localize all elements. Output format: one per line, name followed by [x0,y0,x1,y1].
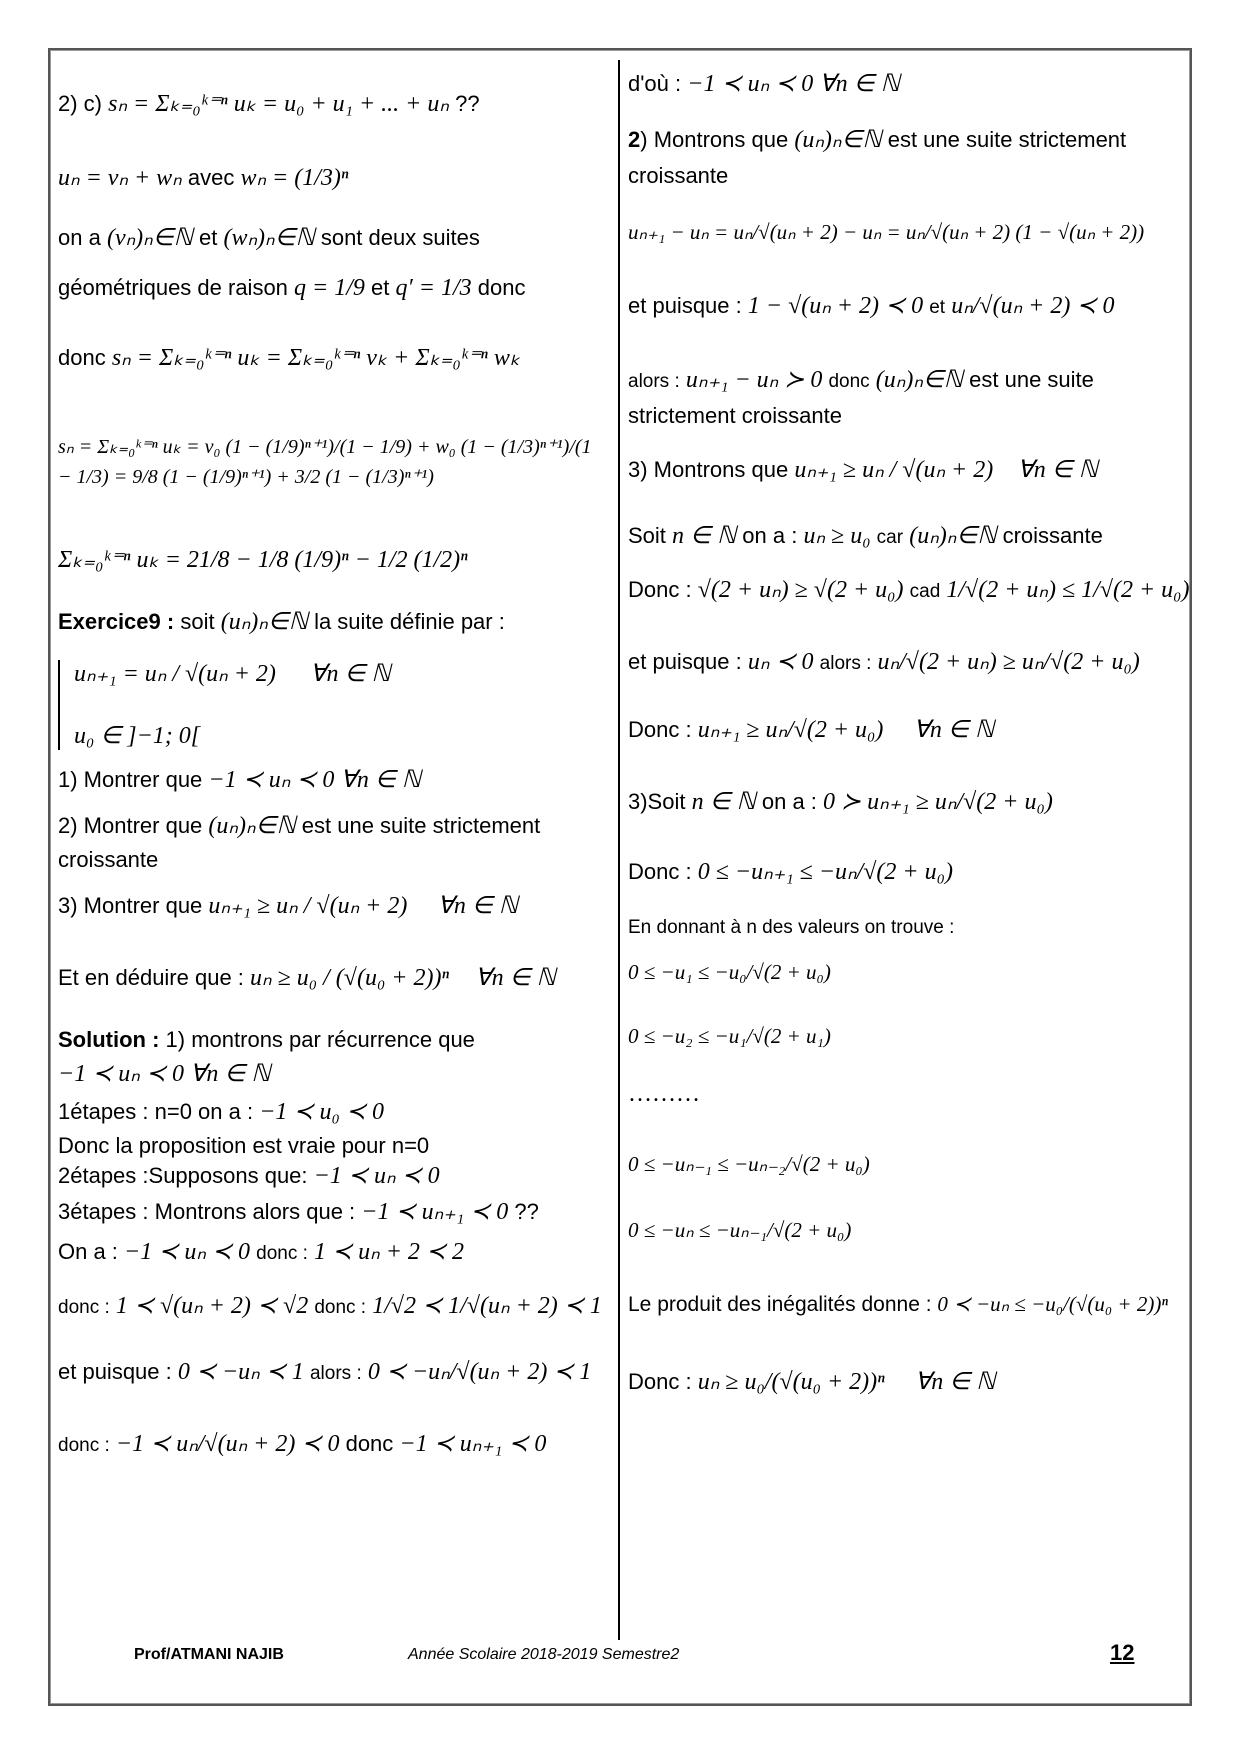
text: strictement croissante [628,403,842,428]
math-expression: uₙ₊₁ ≥ uₙ / √(uₙ + 2) [794,457,994,483]
math-expression: ∀n ∈ ℕ [437,893,518,919]
r-line-un-1 [628,1150,870,1178]
step-1 [58,1098,384,1126]
text: alors : [628,371,680,392]
question-2-cont [58,846,158,874]
text: 2étapes :Supposons que: [58,1163,308,1188]
math-expression: Σₖ₌₀ᵏ⁼ⁿ uₖ = 21/8 − 1/8 (1/9)ⁿ − 1/2 (1/2)ⁿ [58,547,468,573]
math-expression: u₀ ∈ ]−1; 0[ [74,723,201,749]
math-expression: −1 ≺ uₙ ≺ 0 ∀n ∈ ℕ [687,71,900,97]
r-line-dou [628,70,900,98]
text: soit [180,609,215,634]
text: alors : [309,1363,362,1384]
math-expression: √(2 + uₙ) ≥ √(2 + u₀) [697,577,904,603]
text: et puisque : [628,293,742,318]
text: donc : [256,1243,308,1264]
text: donc [828,371,870,392]
math-expression: 0 ≤ −uₙ₋₁ ≤ −uₙ₋₂/√(2 + u₀) [628,1152,870,1176]
text: 1étapes : n=0 on a : [58,1099,254,1124]
r-line-puisque [628,292,1114,322]
text: car [876,527,904,548]
math-expression: −1 ≺ uₙ₊₁ ≺ 0 [361,1199,509,1225]
line-suites [58,224,480,252]
math-expression: 1/√(2 + uₙ) ≤ 1/√(2 + u₀) [946,577,1190,603]
math-expression: uₙ/√(uₙ + 2) ≺ 0 [951,293,1115,319]
text: ?? [514,1199,539,1224]
solution-title-line [58,1026,475,1054]
math-expression: uₙ ≺ 0 [747,649,814,675]
text: 3)Soit [628,789,686,814]
math-expression: −1 ≺ uₙ ≺ 0 ∀n ∈ ℕ [208,767,421,793]
line-sn-computation [58,432,606,492]
text: alors : [819,653,872,674]
r-line-donc-bound [628,858,953,886]
text: donc [345,1431,394,1456]
r-line-donc-u [628,716,994,744]
text: avec [187,165,235,190]
footer-year: Année Scolaire 2018-2019 Semestre2 [408,1646,680,1663]
math-expression: uₙ ≥ u₀/(√(u₀ + 2))ⁿ [697,1369,885,1395]
text: donc [477,275,526,300]
r-line-un [628,1216,851,1244]
line-raison [58,274,526,302]
text: on a : [761,789,817,814]
math-expression: 0 ≤ −uₙ₊₁ ≤ −uₙ/√(2 + u₀) [697,859,953,885]
line-donc-sqrt [58,1292,602,1322]
solution-statement [58,1060,271,1088]
text: 3) Montrons que [628,457,789,482]
math-expression: −1 ≺ u₀ ≺ 0 [259,1099,384,1125]
math-expression: uₙ₊₁ − uₙ = uₙ/√(uₙ + 2) − uₙ = uₙ/√(uₙ + 2) (1 − √(uₙ + 2)) [628,220,1145,244]
math-expression: sₙ = Σₖ₌₀ᵏ⁼ⁿ uₖ = Σₖ₌₀ᵏ⁼ⁿ vₖ + Σₖ₌₀ᵏ⁼ⁿ wₖ [111,345,521,371]
question-label: 2) c) [58,91,102,116]
math-expression: 0 ≤ −u₂ ≤ −u₁/√(2 + u₁) [628,1024,831,1048]
ellipsis: ……… [628,1081,700,1107]
text: ) Montrons que [640,127,789,152]
math-expression: 0 ≺ −uₙ ≺ 1 [177,1359,304,1385]
math-expression: 0 ≺ −uₙ ≤ −u₀/(√(u₀ + 2))ⁿ [937,1292,1168,1316]
text: 3étapes : Montrons alors que : [58,1199,356,1224]
r-line-croissante [628,162,728,190]
line-sn-sum [58,344,520,372]
text: Donc : [628,1369,692,1394]
math-expression: uₙ₊₁ ≥ uₙ/√(2 + u₀) [697,717,884,743]
math-expression: 1/√2 ≺ 1/√(uₙ + 2) ≺ 1 [372,1293,602,1319]
math-expression: wₙ = (1/3)ⁿ [240,165,349,191]
text: et [371,275,390,300]
text: est une suite strictement [887,127,1127,152]
math-expression: sₙ = Σₖ₌₀ᵏ⁼ⁿ uₖ = v₀ (1 − (1/9)ⁿ⁺¹)/(1 − 1/9) + w₀ (1 − (1/3)ⁿ⁺¹)/(1 − 1/3) = 9/8 (1 − (1/9)ⁿ⁺¹) + 3/2 (1 − (1/3)ⁿ⁺¹) [58,436,592,488]
r-line-alors [628,366,1094,396]
r-line-en-donnant [628,912,954,942]
text: On a : [58,1239,118,1264]
math-expression: 0 ≻ uₙ₊₁ ≥ uₙ/√(2 + u₀) [823,789,1053,815]
text: En donnant à n des valeurs on trouve : [628,917,955,938]
math-expression: n ∈ ℕ [672,523,737,549]
r-line-u2 [628,1022,831,1050]
math-expression: ∀n ∈ ℕ [913,717,995,743]
math-expression: uₙ/√(2 + uₙ) ≥ uₙ/√(2 + u₀) [877,649,1140,675]
math-expression: −1 ≺ uₙ ≺ 0 [313,1163,440,1189]
line-sn-definition [58,90,480,118]
math-expression: −1 ≺ uₙ ≺ 0 [124,1239,251,1265]
r-line-soit-3 [628,788,1053,816]
text: 1) montrons par récurrence que [165,1027,475,1052]
math-expression: −1 ≺ uₙ/√(uₙ + 2) ≺ 0 [115,1431,340,1457]
math-expression: (uₙ)ₙ∈ℕ [794,127,882,153]
text: donc [58,345,106,370]
r-line-produit [628,1290,1168,1319]
math-expression: (uₙ)ₙ∈ℕ [909,523,997,549]
text: on a [58,225,101,250]
text: 2) Montrer que [58,813,203,838]
column-divider [618,60,620,1640]
text: Donc la proposition est vraie pour n=0 [58,1133,430,1158]
math-expression: q = 1/9 [294,275,365,301]
text: 1) Montrer que [58,767,203,792]
question-3 [58,892,518,920]
question-number: 2 [628,127,641,152]
r-line-montrons-3 [628,456,1098,484]
text: Le produit des inégalités donne : [628,1293,932,1316]
exercise-title: Exercice9 : [58,609,175,634]
text: 3) Montrer que [58,893,203,918]
text: Donc : [628,717,692,742]
math-expression: (uₙ)ₙ∈ℕ [220,609,308,635]
exercise-title-line [58,608,505,636]
math-expression: 0 ≤ −u₁ ≤ −u₀/√(2 + u₀) [628,960,831,984]
math-expression: (vₙ)ₙ∈ℕ [106,225,193,251]
text: ?? [455,91,480,116]
footer-author: Prof/ATMANI NAJIB [134,1646,284,1663]
math-expression: uₙ₊₁ = uₙ / √(uₙ + 2) [74,661,276,687]
text: la suite définie par : [314,609,505,634]
text: sont deux suites [320,225,480,250]
text: on a : [742,523,798,548]
r-line-conclusion [628,1368,995,1396]
line-sum-result [58,546,468,574]
r-line-donc-cad [628,576,1190,606]
question-4 [58,964,556,992]
text: croissante [58,847,159,872]
math-expression: −1 ≺ uₙ₊₁ ≺ 0 [399,1431,547,1457]
math-expression: 1 − √(uₙ + 2) ≺ 0 [747,293,924,319]
math-expression: sₙ = Σₖ₌₀ᵏ⁼ⁿ uₖ = u₀ + u₁ + ... + uₙ [108,91,449,117]
text: d'où : [628,71,682,96]
math-expression: uₙ ≥ u₀ [803,523,871,549]
text: Donc : [628,577,692,602]
math-expression: uₙ₊₁ − uₙ ≻ 0 [685,367,823,393]
math-expression: ∀n ∈ ℕ [914,1369,996,1395]
r-line-puisque-2 [628,648,1140,678]
math-expression: 1 ≺ uₙ + 2 ≺ 2 [314,1239,465,1265]
text: cad [909,581,941,602]
math-expression: (wₙ)ₙ∈ℕ [223,225,315,251]
text: et puisque : [58,1359,172,1384]
math-expression: 0 ≤ −uₙ ≤ −uₙ₋₁/√(2 + u₀) [628,1218,852,1242]
math-expression: (uₙ)ₙ∈ℕ [875,367,964,393]
text: et [929,297,946,318]
line-on-a [58,1238,464,1268]
r-line-soit [628,522,1103,552]
step-1-conclusion [58,1132,429,1160]
text: donc : [58,1297,110,1318]
text: géométriques de raison [58,275,288,300]
text: Donc : [628,859,692,884]
text: Et en déduire que : [58,965,244,990]
step-3 [58,1198,539,1226]
text: donc : [58,1435,110,1456]
math-expression: ∀n ∈ ℕ [475,965,556,991]
math-expression: uₙ₊₁ ≥ uₙ / √(uₙ + 2) [208,893,408,919]
page-number: 12 [1110,1640,1135,1665]
r-line-difference [628,218,1144,247]
math-expression: ∀n ∈ ℕ [1017,457,1098,483]
r-line-strictement [628,402,842,430]
math-expression: q′ = 1/3 [395,275,472,301]
text: est une suite strictement [301,813,541,838]
step-2 [58,1162,440,1190]
text: Soit [628,523,666,548]
math-expression: −1 ≺ uₙ ≺ 0 ∀n ∈ ℕ [58,1061,271,1087]
text: est une suite [969,367,1094,392]
math-expression: (uₙ)ₙ∈ℕ [208,813,296,839]
r-line-u1 [628,958,831,986]
text: croissante [1002,523,1103,548]
question-1 [58,766,421,794]
text: donc : [314,1297,367,1318]
question-2 [58,812,540,840]
r-line-dots [628,1080,700,1108]
line-un-decomposition [58,164,348,192]
math-expression: uₙ = vₙ + wₙ [58,165,182,191]
math-expression: uₙ ≥ u₀ / (√(u₀ + 2))ⁿ [250,965,450,991]
math-expression: 0 ≺ −uₙ/√(uₙ + 2) ≺ 1 [367,1359,592,1385]
line-donc-final [58,1430,546,1460]
solution-title: Solution : [58,1027,160,1052]
text: et [198,225,218,250]
system-definition [58,660,391,750]
line-et-puisque [58,1358,591,1388]
math-expression: ∀n ∈ ℕ [310,661,391,687]
math-expression: 1 ≺ √(uₙ + 2) ≺ √2 [115,1293,309,1319]
text: et puisque : [628,649,742,674]
r-line-montrons-2 [628,126,1126,154]
text: croissante [628,163,729,188]
math-expression: n ∈ ℕ [691,789,756,815]
